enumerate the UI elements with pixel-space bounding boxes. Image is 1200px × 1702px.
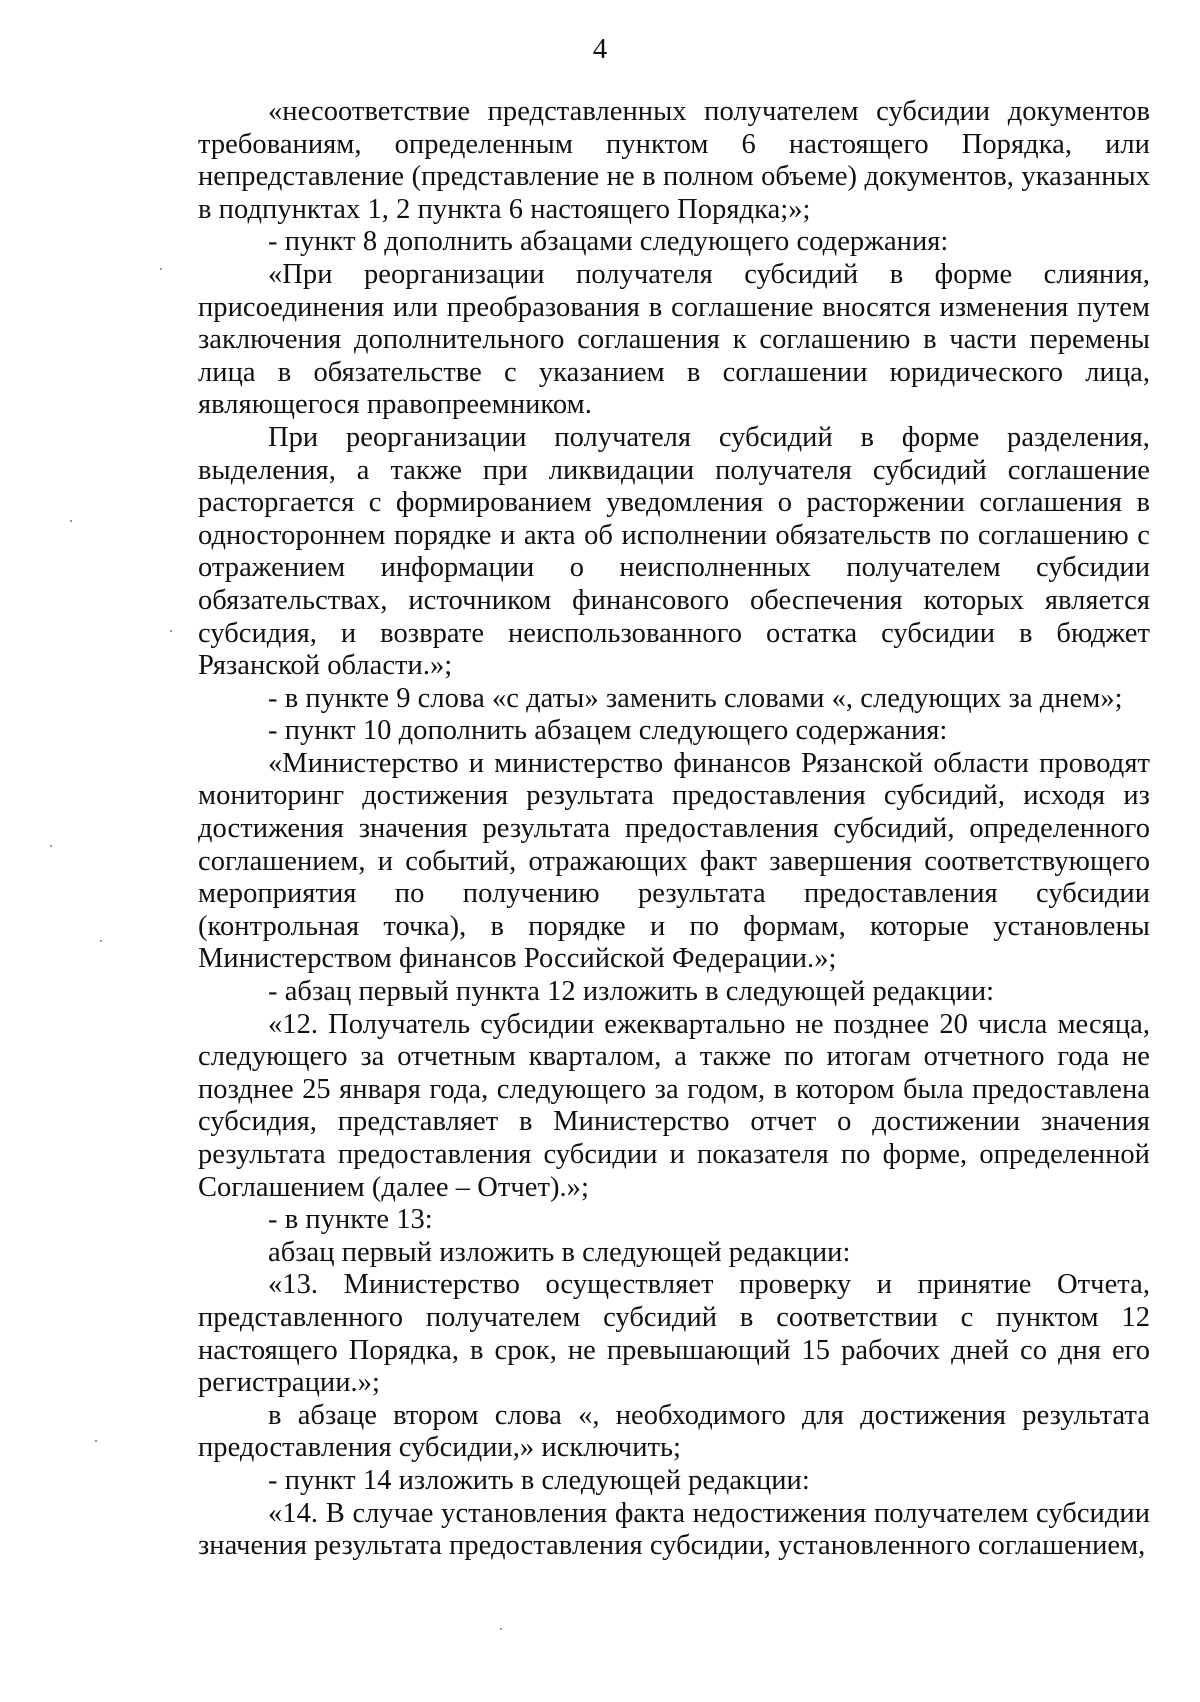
scan-speck bbox=[95, 1440, 97, 1442]
paragraph-6: - пункт 10 дополнить абзацем следующего содержания: bbox=[268, 715, 948, 747]
scan-speck bbox=[500, 1628, 502, 1630]
paragraph-2: - пункт 8 дополнить абзацами следующего содержания: bbox=[268, 226, 949, 258]
paragraph-15: «14. В случае установления факта недостижения получателем субсидии значения результата предоставления субсидии, установленного соглашением, bbox=[198, 1497, 1150, 1562]
paragraph-1: «несоответствие представленных получателем субсидии документов требованиям, определенным пунктом 6 настоящего Порядка, или непредставление (представление не в полном объеме) документов, указанных в подпунктах 1, 2 пункта 6 настоящего Порядка;»; bbox=[198, 96, 1150, 225]
paragraph-7: «Министерство и министерство финансов Рязанской области проводят мониторинг достижения результата предоставления субсидий, исходя из достижения значения результата предоставления субсидий, определенного соглашением, и событий, отражающих факт завершения соответствующего мероприятия по получению результата предоставления субсидии (контрольная точка), в порядке и по формам, которые установлены Министерством финансов Российской Федерации.»; bbox=[198, 747, 1150, 975]
paragraph-10: - в пункте 13: bbox=[268, 1204, 433, 1236]
paragraph-4: При реорганизации получателя субсидий в форме разделения, выделения, а также при ликвидации получателя субсидий соглашение расторгается с формированием уведомления о расторжении соглашения в одностороннем порядке и акта об исполнении обязательств по соглашению с отражением информации о неисполненных получателем субсидии обязательствах, источником финансового обеспечения которых является субсидия, и возврате неиспользованного остатка субсидии в бюджет Рязанской области.»; bbox=[198, 421, 1150, 682]
paragraph-14: - пункт 14 изложить в следующей редакции: bbox=[268, 1464, 810, 1496]
paragraph-9: «12. Получатель субсидии ежеквартально не позднее 20 числа месяца, следующего за отчетным кварталом, а также по итогам отчетного года не позднее 25 января года, следующего за годом, в котором была предоставлена субсидия, представляет в Министерство отчет о достижении значения результата предоставления субсидии и показателя по форме, определенной Соглашением (далее – Отчет).»; bbox=[198, 1008, 1150, 1203]
paragraph-11: абзац первый изложить в следующей редакции: bbox=[268, 1236, 851, 1268]
scan-speck bbox=[50, 845, 52, 847]
paragraph-13: в абзаце втором слова «, необходимого для достижения результата предоставления субсидии,» исключить; bbox=[198, 1399, 1150, 1464]
paragraph-3: «При реорганизации получателя субсидий в форме слияния, присоединения или преобразования в соглашение вносятся изменения путем заключения дополнительного соглашения к соглашению в части перемены лица в обязательстве с указанием в соглашении юридического лица, являющегося правопреемником. bbox=[198, 258, 1150, 421]
scan-speck bbox=[170, 630, 172, 632]
page-number: 4 bbox=[592, 33, 608, 65]
scan-speck bbox=[160, 268, 162, 270]
document-body bbox=[198, 96, 1150, 1563]
paragraph-12: «13. Министерство осуществляет проверку и принятие Отчета, представленного получателем субсидий в соответствии с пунктом 12 настоящего Порядка, в срок, не превышающий 15 рабочих дней со дня его регистрации.»; bbox=[198, 1269, 1150, 1399]
scan-speck bbox=[70, 520, 72, 522]
paragraph-5: - в пункте 9 слова «с даты» заменить словами «, следующих за днем»; bbox=[268, 682, 1123, 714]
paragraph-8: - абзац первый пункта 12 изложить в следующей редакции: bbox=[268, 976, 995, 1008]
scan-speck bbox=[100, 940, 102, 942]
